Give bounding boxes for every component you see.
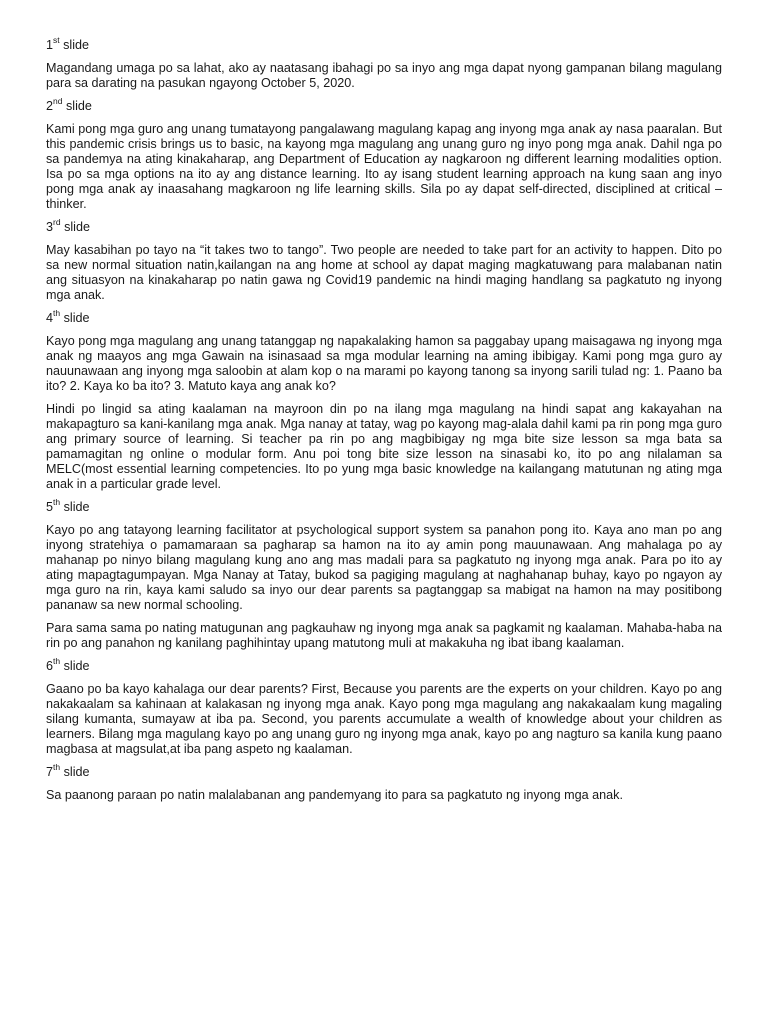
slide-number: 1	[46, 38, 54, 52]
slide-number: 4	[46, 311, 54, 325]
paragraph: Magandang umaga po sa lahat, ako ay naatasang ibahagi po sa inyo ang mga dapat nyong gampanan bilang magulang para sa darating na pasukan ngayong October 5, 2020.	[46, 61, 722, 90]
ordinal-suffix: st	[53, 34, 60, 45]
ordinal-suffix: nd	[53, 95, 63, 106]
paragraph: Kami pong mga guro ang unang tumatayong pangalawang magulang kapag ang inyong mga anak ay nasa paaralan. But this pandemic crisis brings us to basic, na kayong mga magulang ang unang guro ng inyo pong mga anak. Dahil nga po sa pandemya na ating kinakaharap, ang Department of Education ay nagkaroon ng different learning modalities option. Isa po sa mga options na ito ay ang distance learning. Ito ay isang student learning approach na kung saan ang inyo pong mga anak ay inaasahang magkaroon ng life learning skills. Sila po ay dapat self-directed, disciplined at critical – thinker.	[46, 122, 722, 211]
slide-heading-6	[46, 655, 722, 674]
ordinal-suffix: th	[53, 496, 61, 507]
paragraph: Kayo pong mga magulang ang unang tatanggap ng napakalaking hamon sa paggabay upang maisagawa ng inyong mga anak ng maayos ang mga Gawain na isinasaad sa mga modular learning na aming ibibigay. Kami pong mga guro ay nauunawaan ang inyong mga saloobin at alam kop o na marami po kayong tanong sa inyong sarili tulad ng: 1. Paano ba ito? 2. Kaya ko ba ito? 3. Matuto kaya ang anak ko?	[46, 334, 722, 393]
slide-heading-7	[46, 761, 722, 780]
ordinal-suffix: th	[53, 655, 61, 666]
slide-number: 6	[46, 659, 54, 673]
slide-number: 5	[46, 500, 54, 514]
slide-heading-2	[46, 95, 722, 114]
slide-label: slide	[62, 99, 92, 113]
slide-label: slide	[59, 38, 90, 52]
slide-number: 3	[46, 220, 54, 234]
slide-heading-5	[46, 496, 722, 515]
slide-label: slide	[60, 659, 90, 673]
paragraph: Para sama sama po nating matugunan ang pagkauhaw ng inyong mga anak sa pagkamit ng kaalaman. Mahaba-haba na rin po ang panahon ng kanilang paghihintay upang matutong muli at makakuha ng ibat ibang kaalaman.	[46, 621, 722, 650]
slide-number: 7	[46, 765, 54, 779]
paragraph: Hindi po lingid sa ating kaalaman na mayroon din po na ilang mga magulang na hindi sapat ang kakayahan na makapagturo sa kani-kanilang mga anak. Mga nanay at tatay, wag po kayong mag-alala dahil kami pa rin pong mga guro ang primary source of learning. Si teacher pa rin po ang magbibigay ng mga bite size lesson sa mga bata sa pamamagitan ng online o modular form. Anu poi tong bite size lesson na sinasabi ko, ito po ang nilalaman sa MELC(most essential learning competencies. Ito po yung mga basic knowledge na kailangang matutunan ng ating mga anak in a particular grade level.	[46, 402, 722, 491]
document-body	[46, 34, 722, 811]
paragraph: Gaano po ba kayo kahalaga our dear parents? First, Because you parents are the experts on your children. Kayo po ang nakakaalam sa kahinaan at kalakasan ng inyong mga anak. Kayo pong mga magulang ang nakakaalam kung magaling silang kumanta, sumayaw at iba pa. Second, you parents accumulate a wealth of knowledge about your children as learners. Bilang mga magulang kayo po ang unang guro ng inyong mga anak, kayo po ang nagturo sa kanila kung paano magbasa at magsulat,at iba pang aspeto ng kaalaman.	[46, 682, 722, 756]
slide-label: slide	[60, 220, 90, 234]
slide-label: slide	[60, 765, 90, 779]
slide-number: 2	[46, 99, 54, 113]
ordinal-suffix: th	[53, 307, 61, 318]
slide-heading-1	[46, 34, 722, 53]
paragraph: Sa paanong paraan po natin malalabanan ang pandemyang ito para sa pagkatuto ng inyong mga anak.	[46, 788, 623, 802]
slide-label: slide	[60, 500, 90, 514]
slide-heading-4	[46, 307, 722, 326]
slide-heading-3	[46, 216, 722, 235]
ordinal-suffix: rd	[53, 216, 61, 227]
paragraph: Kayo po ang tatayong learning facilitator at psychological support system sa panahon pong ito. Kaya ano man po ang inyong stratehiya o pamamaraan sa pagharap sa hamon na ito ay amin pong mauunawaan. Ang mahalaga po ay mahanap po ninyo bilang magulang kung ano ang mas madali para sa pagkatuto ng inyong mga anak. Para po ito ay ating mapagtagumpayan. Mga Nanay at Tatay, bukod sa pagiging magulang at naghahanap buhay, kayo po ngayon ay mga guro na rin, kaya kami saludo sa inyo our dear parents sa pagtanggap sa mabigat na hamon na may positibong pananaw sa new normal schooling.	[46, 523, 722, 612]
slide-label: slide	[60, 311, 90, 325]
ordinal-suffix: th	[53, 761, 61, 772]
paragraph: May kasabihan po tayo na “it takes two to tango”. Two people are needed to take part for an activity to happen. Dito po sa new normal situation natin,kailangan na ang home at school ay dapat maging magkatuwang para malabanan natin ang situasyon na kinakaharap po natin gawa ng Covid19 pandemic na hindi maging handlang sa pagkatuto ng inyong mga anak.	[46, 243, 722, 302]
